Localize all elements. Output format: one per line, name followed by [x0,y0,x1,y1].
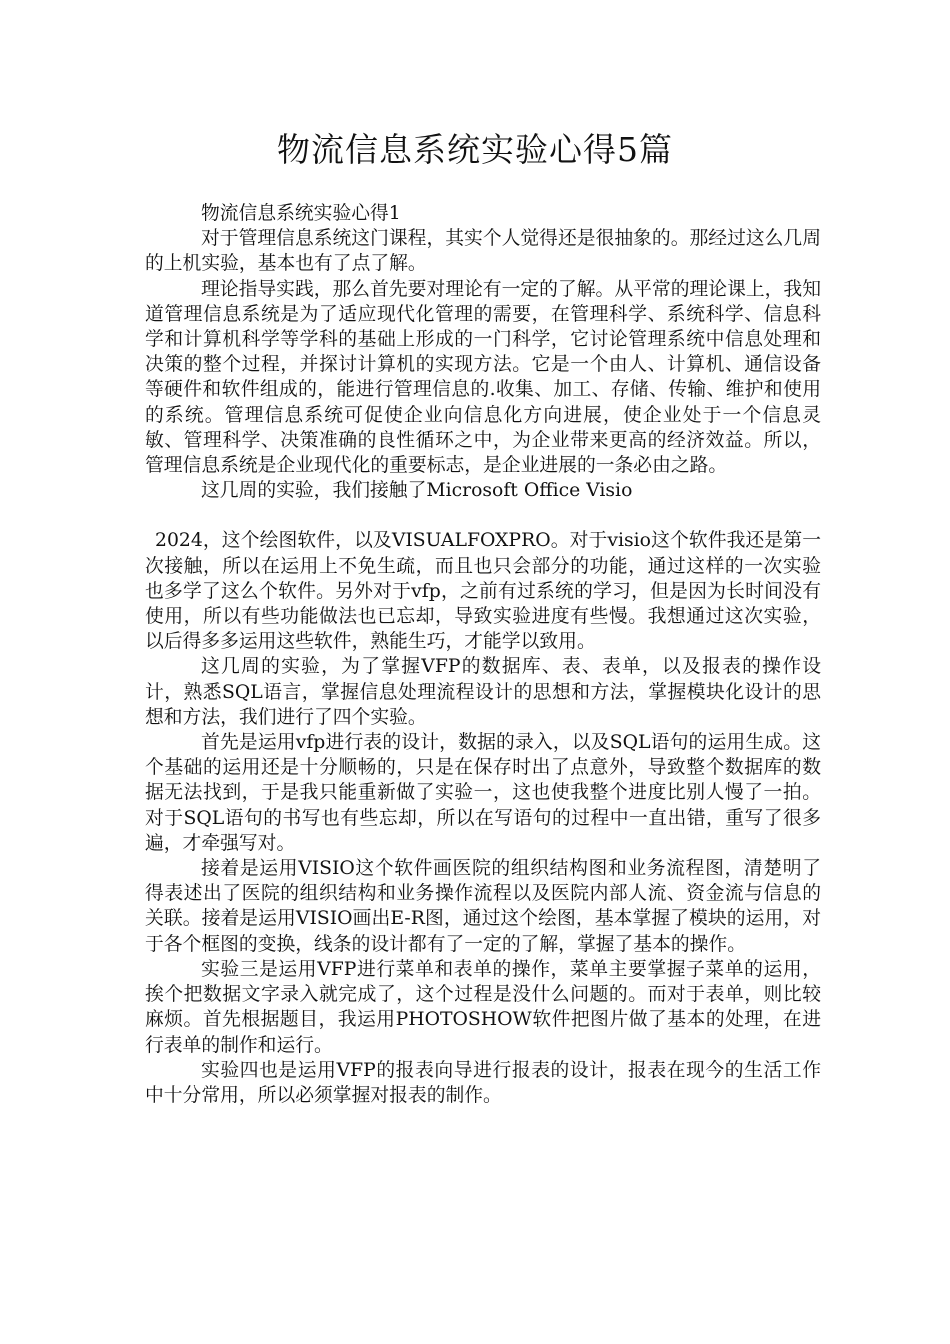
paragraph-2: 理论指导实践，那么首先要对理论有一定的了解。从平常的理论课上，我知道管理信息系统是为了适应现代化管理的需要，在管理科学、系统科学、信息科学和计算机科学等学科的基础上形成的一门科学，它讨论管理系统中信息处理和决策的整个过程，并探讨计算机的实现方法。它是一个由人、计算机、通信设备等硬件和软件组成的，能进行管理信息的.收集、加工、存储、传输、维护和使用的系统。管理信息系统可促使企业向信息化方向进展，使企业处于一个信息灵敏、管理科学、决策准确的良性循环之中，为企业带来更高的经济效益。所以，管理信息系统是企业现代化的重要标志，是企业进展的一条必由之路。 [145,278,821,477]
paragraph-3: 这几周的实验，我们接触了Microsoft Office Visio [201,480,633,502]
section-heading: 物流信息系统实验心得1 [201,203,401,224]
paragraph-7: 接着是运用VISIO这个软件画医院的组织结构图和业务流程图，清楚明了得表述出了医院的组织结构和业务操作流程以及医院内部人流、资金流与信息的关联。接着是运用VISIO画出E-R图，通过这个绘图，基本掌握了模块的运用，对于各个框图的变换，线条的设计都有了一定的了解，掌握了基本的操作。 [145,858,821,955]
paragraph-gap [145,503,821,528]
paragraph-4: 2024，这个绘图软件，以及VISUALFOXPRO。对于visio这个软件我还是第一次接触，所以在运用上不免生疏，而且也只会部分的功能，通过这样的一次实验也多学了这么个软件。另外对于vfp，之前有过系统的学习，但是因为长时间没有使用，所以有些功能做法也已忘却，导致实验进度有些慢。我想通过这次实验，以后得多多运用这些软件，熟能生巧，才能学以致用。 [145,530,821,653]
paragraph-1: 对于管理信息系统这门课程，其实个人觉得还是很抽象的。那经过这么几周的上机实验，基本也有了点了解。 [145,228,821,275]
paragraph-5: 这几周的实验，为了掌握VFP的数据库、表、表单，以及报表的操作设计，熟悉SQL语言，掌握信息处理流程设计的思想和方法，掌握模块化设计的思想和方法，我们进行了四个实验。 [145,656,821,728]
document-body [145,201,821,1108]
paragraph-8: 实验三是运用VFP进行菜单和表单的操作，菜单主要掌握子菜单的运用，挨个把数据文字录入就完成了，这个过程是没什么问题的。而对于表单，则比较麻烦。首先根据题目，我运用PHOTOSHOW软件把图片做了基本的处理，在进行表单的制作和运行。 [145,958,821,1056]
document-title: 物流信息系统实验心得5篇 [277,130,673,169]
paragraph-9: 实验四也是运用VFP的报表向导进行报表的设计，报表在现今的生活工作中十分常用，所以必须掌握对报表的制作。 [145,1059,821,1106]
paragraph-6: 首先是运用vfp进行表的设计，数据的录入，以及SQL语句的运用生成。这个基础的运用还是十分顺畅的，只是在保存时出了点意外，导致整个数据库的数据无法找到，于是我只能重新做了实验一，这也使我整个进度比别人慢了一拍。对于SQL语句的书写也有些忘却，所以在写语句的过程中一直出错，重写了很多遍，才牵强写对。 [145,732,821,854]
